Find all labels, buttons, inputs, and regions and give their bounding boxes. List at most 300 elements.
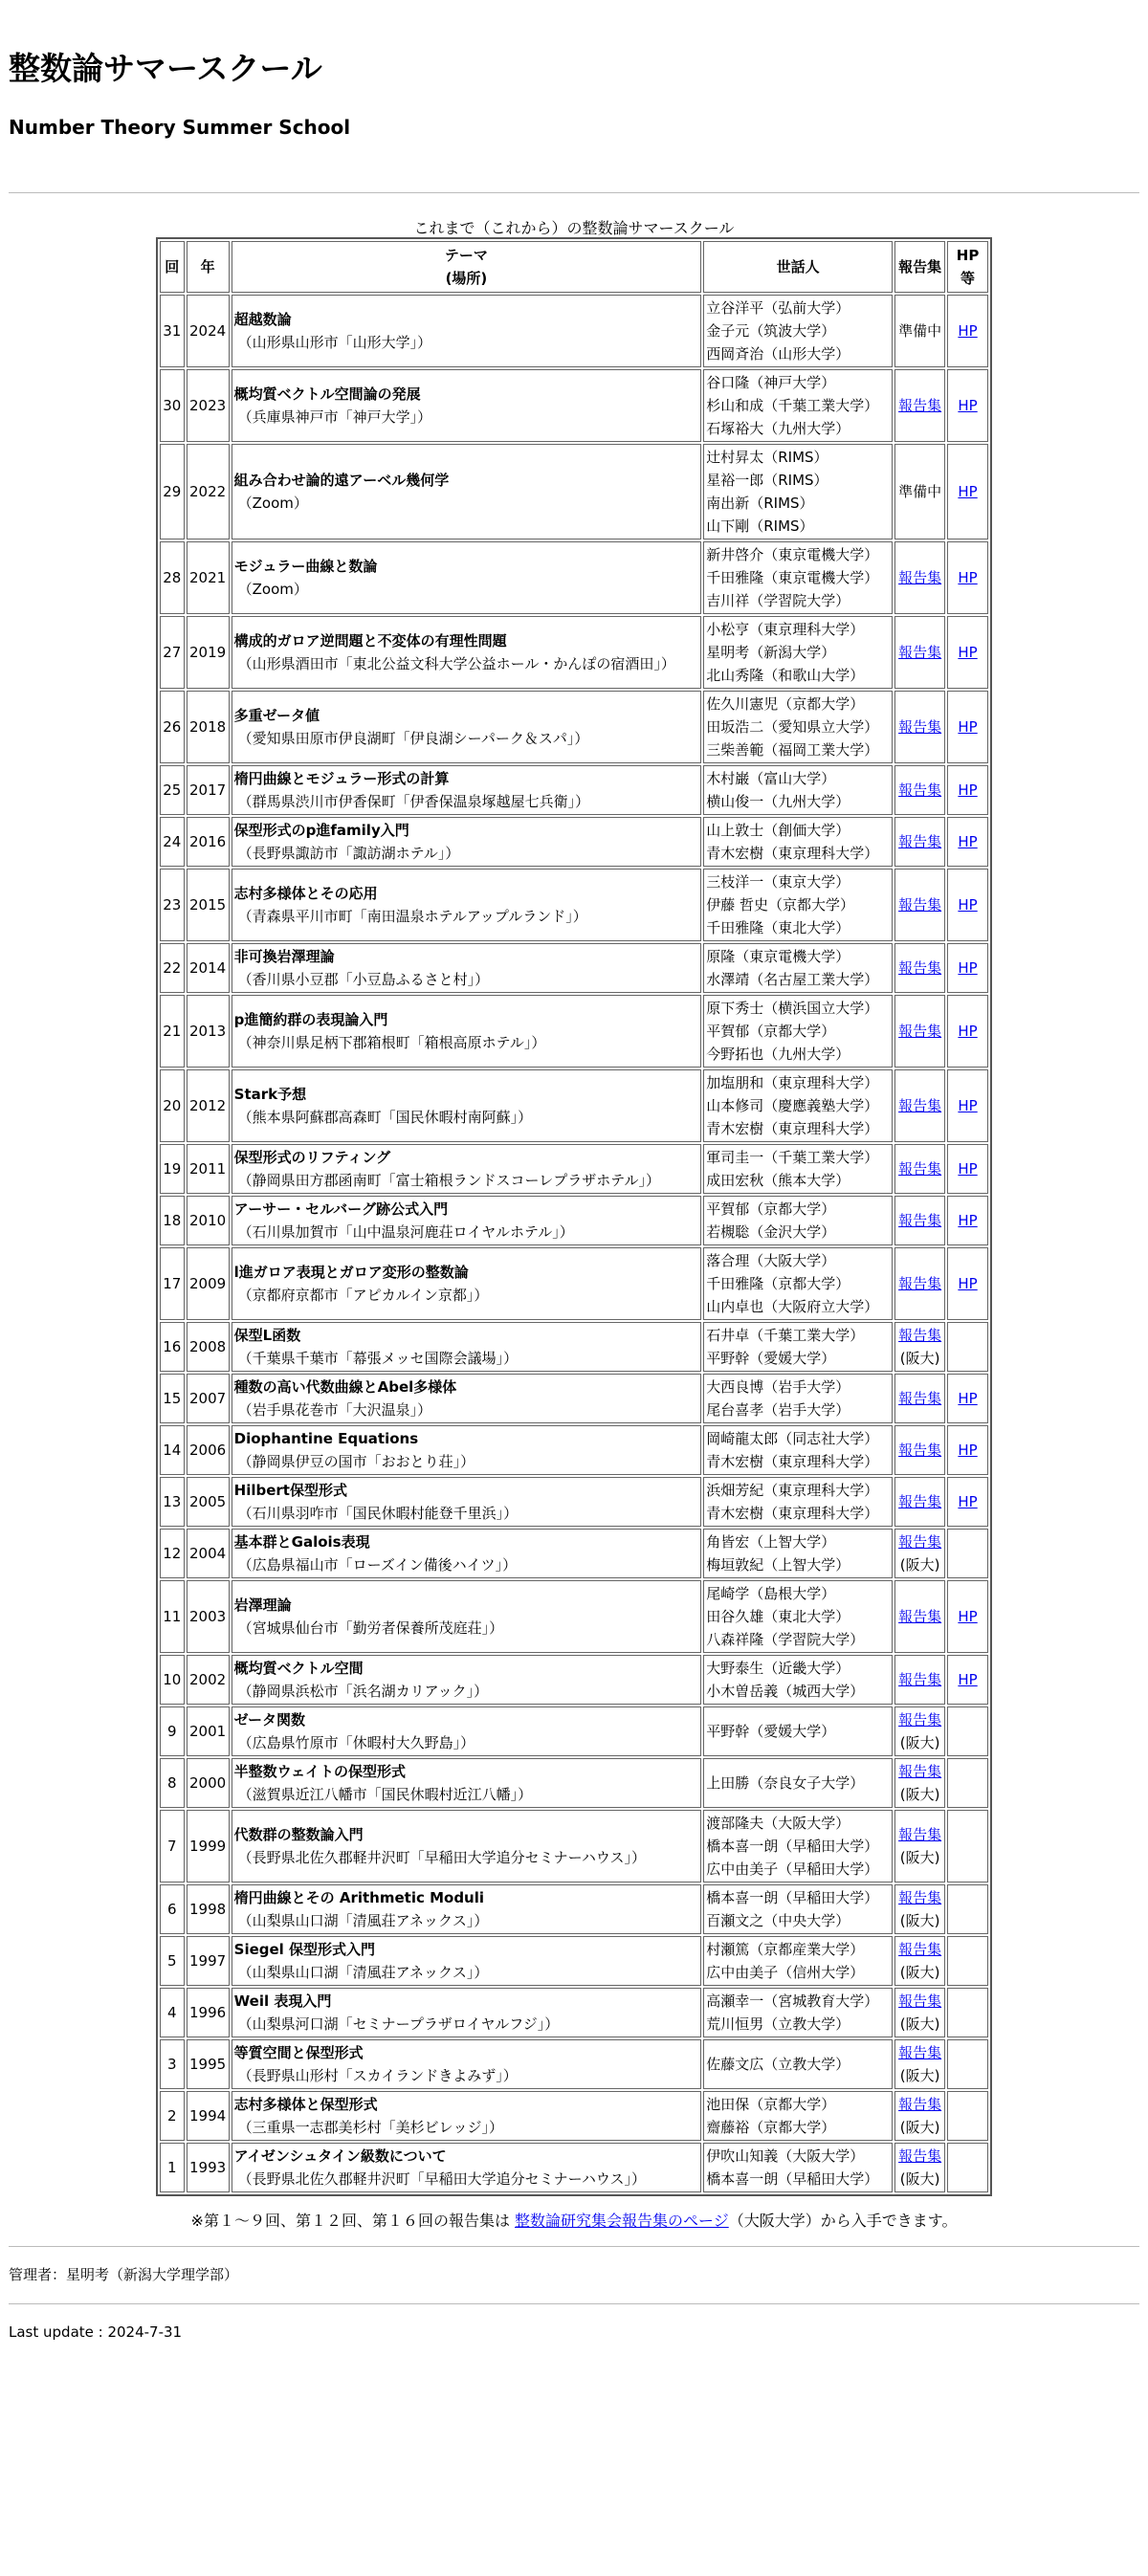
report-link[interactable]: 報告集 — [898, 2044, 942, 2061]
row-report — [894, 295, 945, 367]
row-number: 3 — [160, 2039, 185, 2089]
row-report — [894, 1196, 945, 1245]
hp-link[interactable]: HP — [958, 1212, 978, 1229]
organizer: 山本修司（慶應義塾大学） — [706, 1097, 879, 1114]
row-hp — [947, 691, 988, 763]
organizer: 広中由美子（信州大学） — [706, 1964, 865, 1981]
report-link[interactable]: 報告集 — [898, 1023, 942, 1040]
hp-link[interactable]: HP — [958, 896, 978, 914]
table-row — [160, 1374, 988, 1423]
row-organizers — [703, 1374, 893, 1423]
footnote — [9, 2210, 1139, 2233]
row-year: 2010 — [187, 1196, 230, 1245]
row-number: 31 — [160, 295, 185, 367]
organizer: 辻村昇太（RIMS） — [706, 449, 828, 466]
row-year: 2018 — [187, 691, 230, 763]
organizer: 村瀬篤（京都産業大学） — [706, 1941, 865, 1958]
report-link[interactable]: 報告集 — [898, 1608, 942, 1625]
row-report — [894, 1884, 945, 1934]
report-source-note: (阪大) — [899, 2067, 940, 2084]
row-year: 2012 — [187, 1069, 230, 1142]
organizer: 橋本喜一朗（早稲田大学） — [706, 1889, 879, 1906]
row-report — [894, 1247, 945, 1320]
report-link[interactable]: 報告集 — [898, 1941, 942, 1958]
theme-place: （三重県一志郡美杉村「美杉ビレッジ」） — [237, 2119, 503, 2136]
table-row — [160, 369, 988, 442]
row-organizers — [703, 1580, 893, 1653]
table-row — [160, 1247, 988, 1320]
theme-place: （Zoom） — [237, 581, 308, 598]
theme-place: （静岡県伊豆の国市「おおとり荘」） — [237, 1453, 475, 1470]
row-theme — [232, 817, 702, 867]
row-theme — [232, 1374, 702, 1423]
report-link[interactable]: 報告集 — [898, 1763, 942, 1780]
report-link[interactable]: 報告集 — [898, 833, 942, 850]
theme-place: （長野県山形村「スカイランドきよみず」） — [237, 2067, 518, 2084]
organizer: 田坂浩二（愛知県立大学） — [706, 718, 879, 736]
report-link[interactable]: 報告集 — [898, 1442, 942, 1459]
row-theme — [232, 1196, 702, 1245]
row-hp — [947, 1706, 988, 1756]
row-report — [894, 616, 945, 689]
organizer: 角皆宏（上智大学） — [706, 1533, 836, 1551]
report-source-note: (阪大) — [899, 1556, 940, 1574]
row-organizers — [703, 691, 893, 763]
report-link[interactable]: 報告集 — [898, 1889, 942, 1906]
theme-place: （長野県北佐久郡軽井沢町「早稲田大学追分セミナーハウス」） — [237, 1849, 646, 1866]
row-year: 2015 — [187, 869, 230, 941]
row-organizers — [703, 444, 893, 539]
page-title: 整数論サマースクール — [9, 50, 322, 87]
theme-title: 保型形式のリフティング — [233, 1149, 391, 1166]
row-number: 20 — [160, 1069, 185, 1142]
row-theme — [232, 295, 702, 367]
row-report — [894, 541, 945, 614]
report-link[interactable]: 報告集 — [898, 1275, 942, 1292]
header-hp: HP等 — [947, 241, 988, 293]
organizer: 原隆（東京電機大学） — [706, 948, 850, 965]
row-report — [894, 1988, 945, 2037]
table-row — [160, 1144, 988, 1194]
table-row — [160, 541, 988, 614]
organizer: 三枝洋一（東京大学） — [706, 873, 850, 891]
report-link[interactable]: 報告集 — [898, 896, 942, 914]
table-row — [160, 1884, 988, 1934]
hp-link[interactable]: HP — [958, 569, 978, 586]
row-year: 2007 — [187, 1374, 230, 1423]
organizer: 山内卓也（大阪府立大学） — [706, 1298, 879, 1315]
organizer: 水澤靖（名古屋工業大学） — [706, 971, 879, 988]
row-number: 10 — [160, 1655, 185, 1705]
organizer: 千田雅隆（東北大学） — [706, 919, 850, 936]
row-report — [894, 817, 945, 867]
row-report — [894, 444, 945, 539]
row-theme — [232, 765, 702, 815]
row-theme — [232, 691, 702, 763]
row-theme — [232, 541, 702, 614]
theme-place: （山形県酒田市「東北公益文科大学公益ホール・かんぽの宿酒田」） — [237, 655, 675, 672]
organizer: 上田勝（奈良女子大学） — [706, 1774, 865, 1792]
theme-title: 志村多様体と保型形式 — [233, 2096, 378, 2113]
row-year: 2021 — [187, 541, 230, 614]
summer-school-table — [156, 237, 992, 2196]
organizer: 石井卓（千葉工業大学） — [706, 1327, 865, 1344]
row-report — [894, 1706, 945, 1756]
table-caption: これまで（これから）の整数論サマースクール — [413, 219, 735, 237]
row-number: 4 — [160, 1988, 185, 2037]
report-link[interactable]: 報告集 — [898, 644, 942, 661]
organizer: 青木宏樹（東京理科大学） — [706, 845, 879, 862]
row-hp — [947, 943, 988, 993]
row-theme — [232, 1477, 702, 1527]
row-report — [894, 1810, 945, 1882]
row-report — [894, 1477, 945, 1527]
row-number: 24 — [160, 817, 185, 867]
row-number: 19 — [160, 1144, 185, 1194]
header-place-label: (場所) — [445, 270, 488, 287]
hp-link[interactable]: HP — [958, 959, 978, 977]
report-link[interactable]: 報告集 — [898, 959, 942, 977]
organizer: 落合理（大阪大学） — [706, 1252, 836, 1269]
row-theme — [232, 995, 702, 1068]
row-number: 18 — [160, 1196, 185, 1245]
row-organizers — [703, 2143, 893, 2192]
row-number: 15 — [160, 1374, 185, 1423]
row-hp — [947, 1529, 988, 1578]
organizer: 浜畑芳紀（東京理科大学） — [706, 1482, 879, 1499]
organizer: 杉山和成（千葉工業大学） — [706, 397, 879, 414]
theme-title: 超越数論 — [233, 311, 292, 328]
theme-title: 楕円曲線とその Arithmetic Moduli — [233, 1889, 485, 1906]
row-year: 2008 — [187, 1322, 230, 1372]
theme-title: ゼータ関数 — [233, 1711, 306, 1728]
report-source-note: (阪大) — [899, 2015, 940, 2033]
row-number: 14 — [160, 1425, 185, 1475]
organizer: 小木曽岳義（城西大学） — [706, 1683, 865, 1700]
table-row — [160, 1322, 988, 1372]
report-link[interactable]: 報告集 — [898, 1671, 942, 1688]
report-status: 準備中 — [898, 483, 942, 500]
row-organizers — [703, 817, 893, 867]
organizer: 青木宏樹（東京理科大学） — [706, 1120, 879, 1137]
organizer: 山上敦士（創価大学） — [706, 822, 850, 839]
organizer: 梅垣敦紀（上智大学） — [706, 1556, 850, 1574]
row-theme — [232, 2091, 702, 2141]
row-report — [894, 1425, 945, 1475]
header-report: 報告集 — [894, 241, 945, 293]
organizer: 三柴善範（福岡工業大学） — [706, 741, 879, 759]
table-row — [160, 1425, 988, 1475]
report-link[interactable]: 報告集 — [898, 1711, 942, 1728]
row-report — [894, 1936, 945, 1986]
row-number: 5 — [160, 1936, 185, 1986]
row-theme — [232, 1936, 702, 1986]
report-link[interactable]: 報告集 — [898, 1826, 942, 1843]
header-no: 回 — [160, 241, 185, 293]
row-report — [894, 1144, 945, 1194]
row-organizers — [703, 369, 893, 442]
row-year: 2005 — [187, 1477, 230, 1527]
report-link[interactable]: 報告集 — [898, 782, 942, 799]
organizer: 加塩朋和（東京理科大学） — [706, 1074, 879, 1091]
theme-place: （静岡県田方郡函南町「富士箱根ランドスコーレプラザホテル」） — [237, 1172, 660, 1189]
row-report — [894, 1069, 945, 1142]
row-number: 30 — [160, 369, 185, 442]
report-link[interactable]: 報告集 — [898, 2147, 942, 2165]
report-source-note: (阪大) — [899, 1734, 940, 1751]
theme-place: （山形県山形市「山形大学」） — [237, 334, 432, 351]
row-organizers — [703, 616, 893, 689]
theme-place: （宮城県仙台市「勤労者保養所茂庭荘」） — [237, 1619, 504, 1637]
report-link[interactable]: 報告集 — [898, 1097, 942, 1114]
row-number: 28 — [160, 541, 185, 614]
hp-link[interactable]: HP — [958, 1023, 978, 1040]
row-theme — [232, 616, 702, 689]
row-number: 8 — [160, 1758, 185, 1808]
hp-link[interactable]: HP — [958, 483, 978, 500]
row-organizers — [703, 1706, 893, 1756]
row-report — [894, 691, 945, 763]
table-row — [160, 1477, 988, 1527]
organizer: 千田雅隆（東京電機大学） — [706, 569, 879, 586]
hp-link[interactable]: HP — [958, 397, 978, 414]
report-link[interactable]: 報告集 — [898, 1390, 942, 1407]
row-hp — [947, 1810, 988, 1882]
row-organizers — [703, 1425, 893, 1475]
theme-title: 保型L函数 — [233, 1327, 301, 1344]
row-year: 1994 — [187, 2091, 230, 2141]
table-row — [160, 995, 988, 1068]
row-number: 17 — [160, 1247, 185, 1320]
report-link[interactable]: 報告集 — [898, 1160, 942, 1178]
row-year: 2006 — [187, 1425, 230, 1475]
organizer: 伊吹山知義（大阪大学） — [706, 2147, 865, 2165]
row-hp — [947, 1936, 988, 1986]
theme-place: （石川県加賀市「山中温泉河鹿荘ロイヤルホテル」） — [237, 1223, 574, 1241]
row-organizers — [703, 1529, 893, 1578]
table-row — [160, 1706, 988, 1756]
row-organizers — [703, 1144, 893, 1194]
row-year: 1996 — [187, 1988, 230, 2037]
table-row — [160, 295, 988, 367]
theme-place: （熊本県阿蘇郡高森町「国民休暇村南阿蘇」） — [237, 1109, 533, 1126]
row-number: 27 — [160, 616, 185, 689]
row-hp — [947, 1988, 988, 2037]
organizer: 八森祥隆（学習院大学） — [706, 1631, 865, 1648]
theme-place: （青森県平川市町「南田温泉ホテルアップルランド」） — [237, 908, 587, 925]
hp-link[interactable]: HP — [958, 1442, 978, 1459]
header-year: 年 — [187, 241, 230, 293]
organizer: 佐藤文広（立教大学） — [706, 2056, 850, 2073]
theme-place: （山梨県山口湖「清風荘アネックス」） — [237, 1964, 489, 1981]
theme-title: Stark予想 — [233, 1086, 307, 1103]
row-theme — [232, 1655, 702, 1705]
hp-link[interactable]: HP — [958, 1097, 978, 1114]
row-number: 16 — [160, 1322, 185, 1372]
hp-link[interactable]: HP — [958, 644, 978, 661]
hp-link[interactable]: HP — [958, 1160, 978, 1178]
hp-link[interactable]: HP — [958, 782, 978, 799]
organizer: 平野幹（愛媛大学） — [706, 1723, 836, 1740]
row-year: 2017 — [187, 765, 230, 815]
row-number: 29 — [160, 444, 185, 539]
row-hp — [947, 1580, 988, 1653]
theme-title: 岩澤理論 — [233, 1596, 292, 1614]
row-theme — [232, 1425, 702, 1475]
row-theme — [232, 1758, 702, 1808]
theme-title: モジュラー曲線と数論 — [233, 558, 378, 575]
report-link[interactable]: 報告集 — [898, 569, 942, 586]
organizer: 谷口隆（神戸大学） — [706, 374, 836, 391]
hp-link[interactable]: HP — [958, 1671, 978, 1688]
report-source-note: (阪大) — [899, 1786, 940, 1803]
row-hp — [947, 295, 988, 367]
organizer: 平賀郁（京都大学） — [706, 1200, 836, 1218]
row-organizers — [703, 1884, 893, 1934]
row-theme — [232, 1706, 702, 1756]
row-theme — [232, 1580, 702, 1653]
row-theme — [232, 444, 702, 539]
organizer: 今野拓也（九州大学） — [706, 1046, 850, 1063]
row-year: 2016 — [187, 817, 230, 867]
report-link[interactable]: 報告集 — [898, 1493, 942, 1510]
organizer: 青木宏樹（東京理科大学） — [706, 1505, 879, 1522]
row-number: 2 — [160, 2091, 185, 2141]
organizer: 若槻聡（金沢大学） — [706, 1223, 836, 1241]
row-organizers — [703, 1069, 893, 1142]
theme-title: アーサー・セルバーグ跡公式入門 — [233, 1200, 449, 1218]
report-link[interactable]: 報告集 — [898, 397, 942, 414]
report-link[interactable]: 報告集 — [898, 1327, 942, 1344]
organizer: 平野幹（愛媛大学） — [706, 1350, 836, 1367]
row-hp — [947, 765, 988, 815]
theme-place: （岩手県花巻市「大沢温泉」） — [237, 1401, 432, 1419]
row-number: 9 — [160, 1706, 185, 1756]
organizer: 星明考（新潟大学） — [706, 644, 836, 661]
theme-title: Siegel 保型形式入門 — [233, 1941, 376, 1958]
theme-title: 構成的ガロア逆問題と不変体の有理性問題 — [233, 632, 507, 650]
theme-title: アイゼンシュタイン級数について — [233, 2147, 447, 2165]
organizer: 田谷久雄（東北大学） — [706, 1608, 850, 1625]
row-theme — [232, 1144, 702, 1194]
row-report — [894, 1374, 945, 1423]
table-row — [160, 869, 988, 941]
organizer: 尾崎学（島根大学） — [706, 1585, 836, 1602]
row-theme — [232, 1069, 702, 1142]
row-hp — [947, 1322, 988, 1372]
organizer: 木村巌（富山大学） — [706, 770, 836, 787]
row-number: 12 — [160, 1529, 185, 1578]
organizer: 成田宏秋（熊本大学） — [706, 1172, 850, 1189]
row-hp — [947, 2143, 988, 2192]
row-hp — [947, 1144, 988, 1194]
organizer: 大野泰生（近畿大学） — [706, 1660, 850, 1677]
report-source-note: (阪大) — [899, 2119, 940, 2136]
row-theme — [232, 1322, 702, 1372]
row-number: 1 — [160, 2143, 185, 2192]
hp-link[interactable]: HP — [958, 322, 978, 340]
row-hp — [947, 1425, 988, 1475]
row-hp — [947, 1069, 988, 1142]
report-link[interactable]: 報告集 — [898, 2096, 942, 2113]
hp-link[interactable]: HP — [958, 833, 978, 850]
theme-title: 保型形式のp進family入門 — [233, 822, 409, 839]
hp-link[interactable]: HP — [958, 718, 978, 736]
organizer: 原下秀士（横浜国立大学） — [706, 1000, 879, 1017]
row-report — [894, 369, 945, 442]
row-year: 2004 — [187, 1529, 230, 1578]
theme-title: 種数の高い代数曲線とAbel多様体 — [233, 1378, 457, 1396]
organizer: 橋本喜一朗（早稲田大学） — [706, 2170, 879, 2188]
report-link[interactable]: 報告集 — [898, 718, 942, 736]
report-source-note: (阪大) — [899, 1350, 940, 1367]
table-row — [160, 616, 988, 689]
row-theme — [232, 1529, 702, 1578]
admin-text: 管理者：星明考（新潟大学理学部） — [9, 2266, 239, 2283]
page-subtitle: Number Theory Summer School — [9, 116, 351, 139]
report-link[interactable]: 報告集 — [898, 1212, 942, 1229]
row-organizers — [703, 1810, 893, 1882]
report-page-link[interactable]: 整数論研究集会報告集のページ — [515, 2212, 729, 2230]
row-report — [894, 765, 945, 815]
row-organizers — [703, 1477, 893, 1527]
theme-place: （兵庫県神戸市「神戸大学」） — [237, 408, 432, 426]
organizer: 百瀬文之（中央大学） — [706, 1912, 850, 1929]
report-link[interactable]: 報告集 — [898, 1993, 942, 2010]
table-row — [160, 1758, 988, 1808]
header-theme — [232, 241, 702, 293]
row-number: 13 — [160, 1477, 185, 1527]
row-report — [894, 1758, 945, 1808]
organizer: 尾台喜孝（岩手大学） — [706, 1401, 850, 1419]
theme-title: 代数群の整数論入門 — [233, 1826, 364, 1843]
organizer: 橋本喜一朗（早稲田大学） — [706, 1838, 879, 1855]
organizer: 吉川祥（学習院大学） — [706, 592, 850, 609]
row-hp — [947, 1758, 988, 1808]
row-organizers — [703, 1655, 893, 1705]
row-organizers — [703, 943, 893, 993]
row-year: 1995 — [187, 2039, 230, 2089]
organizer: 石塚裕大（九州大学） — [706, 420, 850, 437]
organizer: 立谷洋平（弘前大学） — [706, 299, 850, 317]
theme-place: （静岡県浜松市「浜名湖カリアック」） — [237, 1683, 489, 1700]
report-link[interactable]: 報告集 — [898, 1533, 942, 1551]
table-row — [160, 1988, 988, 2037]
row-organizers — [703, 1196, 893, 1245]
row-report — [894, 869, 945, 941]
row-hp — [947, 1247, 988, 1320]
theme-place: （愛知県田原市伊良湖町「伊良湖シーパーク＆スパ」） — [237, 730, 589, 747]
hp-link[interactable]: HP — [958, 1275, 978, 1292]
theme-place: （長野県北佐久郡軽井沢町「早稲田大学追分セミナーハウス」） — [237, 2170, 646, 2188]
organizer: 大西良博（岩手大学） — [706, 1378, 850, 1396]
hp-link[interactable]: HP — [958, 1390, 978, 1407]
organizer: 金子元（筑波大学） — [706, 322, 836, 340]
hp-link[interactable]: HP — [958, 1493, 978, 1510]
row-hp — [947, 2039, 988, 2089]
table-row — [160, 1810, 988, 1882]
theme-place: （千葉県千葉市「幕張メッセ国際会議場」） — [237, 1350, 519, 1367]
hp-link[interactable]: HP — [958, 1608, 978, 1625]
theme-title: 楕円曲線とモジュラー形式の計算 — [233, 770, 450, 787]
row-year: 2002 — [187, 1655, 230, 1705]
row-hp — [947, 995, 988, 1068]
report-source-note: (阪大) — [899, 1912, 940, 1929]
row-organizers — [703, 869, 893, 941]
row-year: 2024 — [187, 295, 230, 367]
row-theme — [232, 943, 702, 993]
footnote-prefix: ※第１～９回、第１２回、第１６回の報告集は — [190, 2212, 510, 2230]
